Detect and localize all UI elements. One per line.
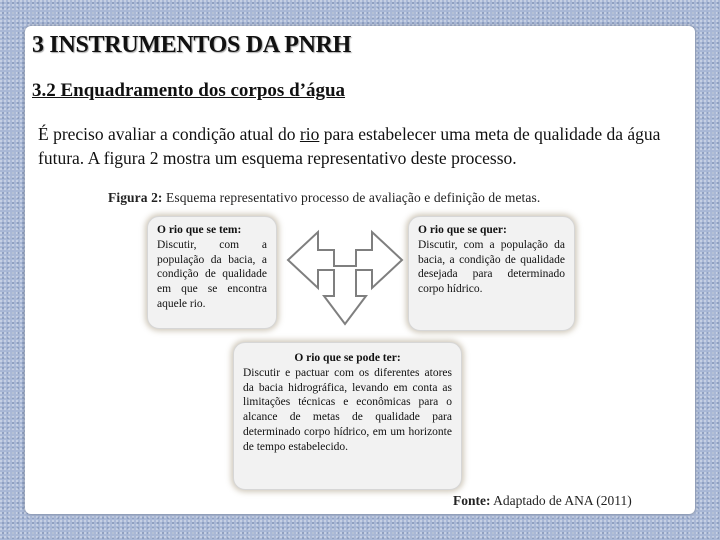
caption-text: Esquema representativo processo de avaliação e definição de metas. <box>162 190 541 205</box>
figure-caption <box>108 190 540 206</box>
box-current-river <box>147 216 277 329</box>
three-way-arrow-icon <box>286 216 404 328</box>
box-possible-river-heading: O rio que se pode ter: <box>294 352 401 364</box>
paragraph-underlined-word: rio <box>299 124 320 144</box>
box-current-river-heading: O rio que se tem: <box>157 224 242 236</box>
box-possible-river-text: Discutir e pactuar com os diferentes atores da bacia hidrográfica, levando em conta as limitações técnicas e econômicas para o alcance de metas de qualidade para determinado corpo hídrico, em um horizonte de tempo estabelecido. <box>243 366 452 453</box>
box-possible-river <box>233 342 462 490</box>
paragraph-text-1: É preciso avaliar a condição atual do <box>38 124 300 144</box>
box-desired-river <box>408 216 575 331</box>
box-desired-river-heading: O rio que se quer: <box>418 224 507 236</box>
slide-title: 3 INSTRUMENTOS DA PNRH <box>32 32 352 58</box>
caption-label: Figura 2: <box>108 190 163 205</box>
box-desired-river-text: Discutir, com a população da bacia, a condição de qualidade desejada para determinado corpo hídrico. <box>418 238 565 296</box>
source-text: Adaptado de ANA (2011) <box>490 493 632 508</box>
source-label: Fonte: <box>453 493 491 508</box>
body-paragraph <box>38 122 688 170</box>
box-current-river-text: Discutir, com a população da bacia, a condição de qualidade em que se encontra aquele rio. <box>157 238 267 310</box>
slide-subtitle: 3.2 Enquadramento dos corpos d’água <box>32 80 346 101</box>
paragraph-text-2: para estabelecer uma meta de qualidade da água futura. A figura 2 mostra um esquema representativo deste processo. <box>38 124 661 168</box>
figure-source <box>453 492 633 510</box>
